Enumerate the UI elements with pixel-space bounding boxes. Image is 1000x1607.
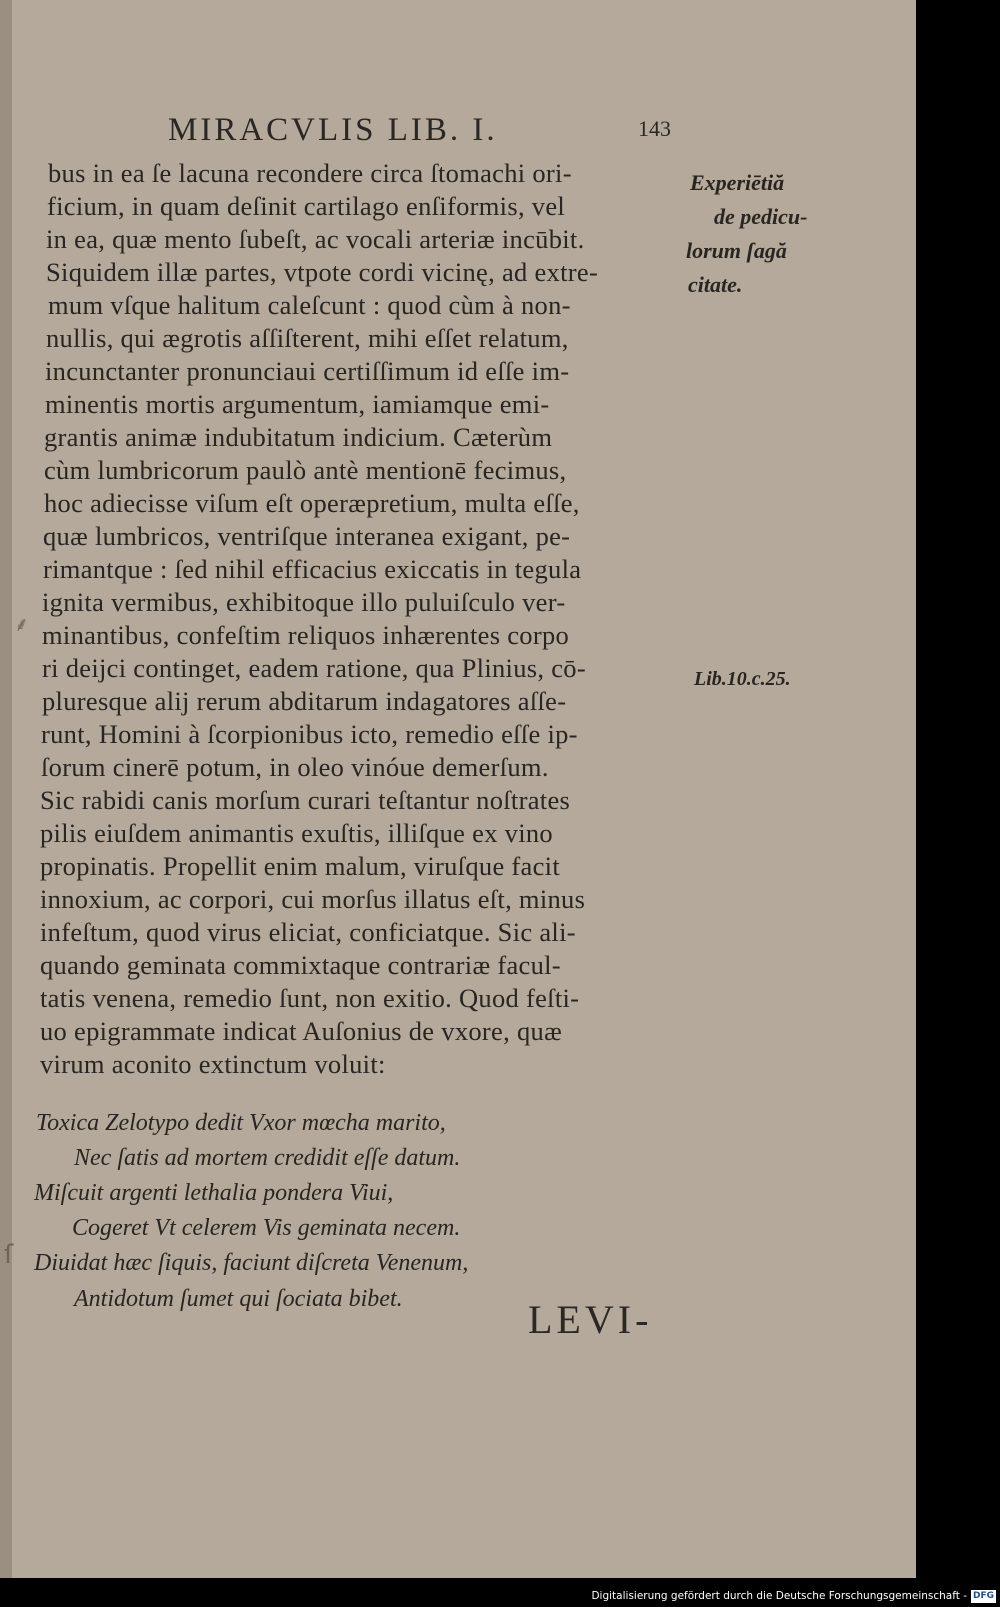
text-line: ri deijci continget, eadem ratione, qua Plinius, cō- [42,653,586,683]
text-line: Siquidem illæ partes, vtpote cordi vicinę, ad extre- [46,257,599,287]
text-line: quando geminata commixtaque contrariæ facul- [40,950,561,980]
running-title: MIRACVLIS LIB. I. [168,112,498,148]
margin-mark: ⸙ [14,612,29,636]
margin-note-line: lorum ſagă [686,238,787,263]
text-line: nullis, qui ægrotis aſſiſterent, mihi eſſet relatum, [46,323,569,353]
verse-line: Miſcuit argenti lethalia pondera Viui, [34,1180,394,1206]
verse-line: Toxica Zelotypo dedit Vxor mœcha marito, [36,1110,446,1136]
text-line: in ea, quæ mento ſubeſt, ac vocali arteriæ incūbit. [46,224,585,254]
footer-credit: Digitalisierung gefördert durch die Deutsche Forschungsgemeinschaft - [591,1590,967,1602]
text-line: ficium, in quam deſinit cartilago enſiformis, vel [47,191,566,221]
margin-mark: ſ [4,1240,14,1270]
page-number: 143 [638,116,671,141]
margin-note-line: de pedicu- [714,204,808,229]
text-line: grantis animæ indubitatum indicium. Cæterùm [44,422,553,452]
margin-note-line: Experiētiă [690,170,785,195]
text-line: virum aconito extinctum voluit: [40,1049,386,1079]
text-line: pluresque alij rerum abditarum indagatores aſſe- [42,686,567,716]
text-line: tatis venena, remedio ſunt, non exitio. Quod feſti- [40,983,580,1013]
text-line: Sic rabidi canis morſum curari teſtantur noſtrates [40,785,571,815]
text-line: hoc adiecisse viſum eſt operæpretium, multa eſſe, [44,488,580,518]
text-line: quæ lumbricos, ventriſque interanea exigant, pe- [43,521,571,551]
text-line: infeſtum, quod virus eliciat, conficiatque. Sic ali- [40,917,576,947]
running-header [168,112,768,149]
catchword: LEVI- [528,1297,653,1342]
verse-line: Nec ſatis ad mortem credidit eſſe datum. [74,1145,461,1171]
text-line: bus in ea ſe lacuna recondere circa ſtomachi ori- [48,158,572,188]
page-edge [0,0,12,1578]
text-line: innoxium, ac corpori, cui morſus illatus eſt, minus [40,884,586,914]
text-line: minantibus, confeſtim reliquos inhærentes corpo [42,620,570,650]
text-line: incunctanter pronunciaui certiſſimum id eſſe im- [45,356,570,386]
text-line: minentis mortis argumentum, iamiamque emi- [45,389,550,419]
verse-line: Cogeret Vt celerem Vis geminata necem. [72,1215,461,1241]
text-line: runt, Homini à ſcorpionibus icto, remedio eſſe ip- [41,719,578,749]
margin-note-reference: Lib.10.c.25. [694,668,791,690]
text-line: cùm lumbricorum paulò antè mentionē fecimus, [44,455,567,485]
text-line: ignita vermibus, exhibitoque illo puluiſculo ver- [42,587,566,617]
verse-line: Antidotum ſumet qui ſociata bibet. [74,1286,403,1312]
text-line: pilis eiuſdem animantis exuſtis, illiſque ex vino [40,818,553,848]
text-line: uo epigrammate indicat Auſonius de vxore, quæ [40,1016,563,1046]
text-line: mum vſque halitum caleſcunt : quod cùm à non- [48,290,571,320]
dfg-logo: DFG [972,1590,994,1601]
margin-note-line: citate. [688,272,743,297]
text-line: ſorum cinerē potum, in oleo vinóue demerſum. [41,752,549,782]
digitization-footer [591,1588,996,1604]
text-line: propinatis. Propellit enim malum, viruſque facit [40,851,561,881]
text-line: rimantque : ſed nihil efficacius exiccatis in tegula [43,554,582,584]
verse-line: Diuidat hæc ſiquis, faciunt diſcreta Venenum, [34,1250,469,1276]
